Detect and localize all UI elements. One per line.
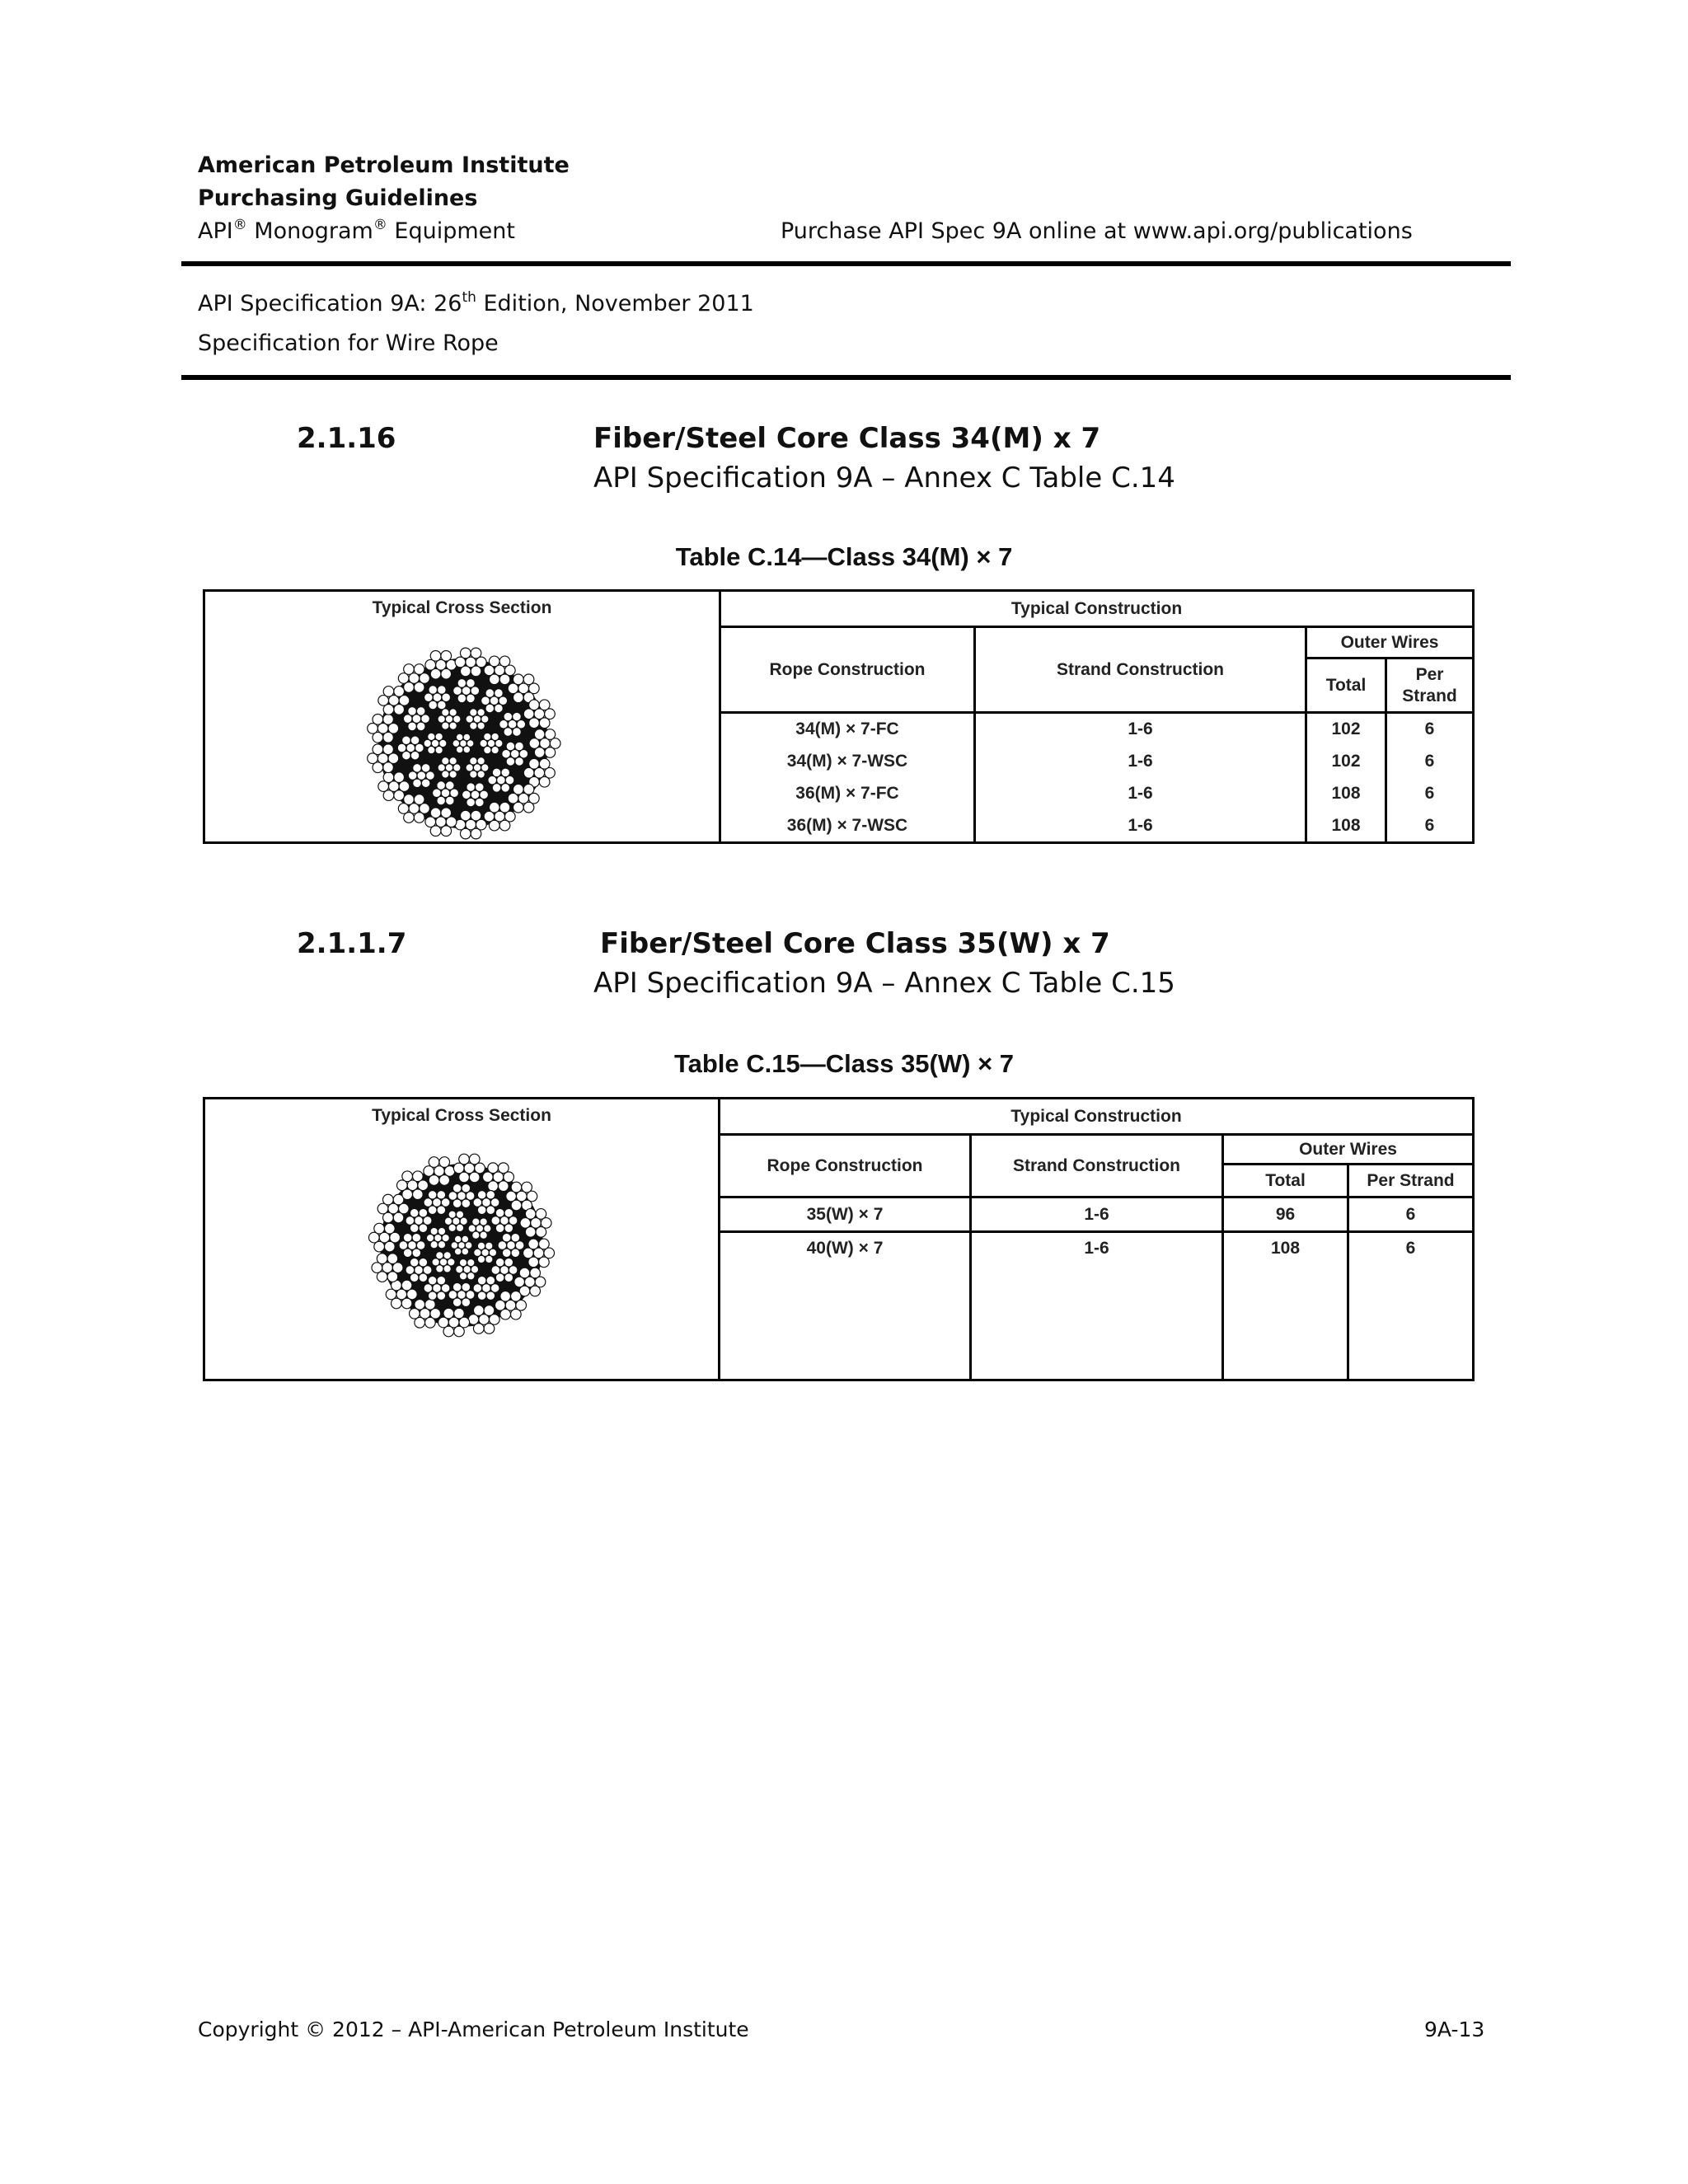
per-strand-header: Per Strand xyxy=(1348,1165,1474,1197)
table-c15 xyxy=(203,1097,1475,1381)
section-subtitle: API Specification 9A – Annex C Table C.14 xyxy=(593,462,1175,494)
table-caption: Table C.14—Class 34(M) × 7 xyxy=(675,542,1013,571)
footer-copyright: Copyright © 2012 – API-American Petroleum Institute xyxy=(198,2018,749,2041)
rope-cross-section-35w-image xyxy=(367,1151,556,1340)
total-header: Total xyxy=(1223,1165,1348,1197)
spec-title: Specification for Wire Rope xyxy=(198,330,499,356)
registered-mark: ® xyxy=(373,217,387,233)
monogram-equipment: Equipment xyxy=(387,218,515,244)
per-strand-label: Per Strand xyxy=(1402,664,1457,705)
header-monogram xyxy=(198,215,515,248)
spec-suffix: Edition, November 2011 xyxy=(476,291,754,316)
cross-section-cell xyxy=(204,591,720,843)
header-rule-top xyxy=(181,261,1511,266)
empty-cell xyxy=(1348,1265,1474,1380)
per-strand-cell: 6 xyxy=(1386,778,1474,810)
cross-section-cell xyxy=(204,1099,720,1380)
strand-construction-cell: 1-6 xyxy=(971,1197,1223,1232)
rope-construction-cell: 40(W) × 7 xyxy=(720,1232,971,1265)
rope-construction-cell: 36(M) × 7-FC xyxy=(720,778,975,810)
cross-section-label: Typical Cross Section xyxy=(372,598,552,617)
header-rule-bottom xyxy=(181,375,1511,380)
total-cell: 108 xyxy=(1306,810,1386,843)
section-subtitle: API Specification 9A – Annex C Table C.15 xyxy=(593,967,1175,1000)
header-org: American Petroleum Institute xyxy=(198,152,570,178)
strand-construction-cell: 1-6 xyxy=(975,713,1306,746)
cross-section-label: Typical Cross Section xyxy=(372,1106,551,1125)
typical-construction-header: Typical Construction xyxy=(720,591,1474,627)
spec-prefix: API Specification 9A: 26 xyxy=(198,291,462,316)
per-strand-cell: 6 xyxy=(1348,1197,1474,1232)
section-number: 2.1.1.7 xyxy=(297,927,407,960)
strand-construction-header: Strand Construction xyxy=(971,1135,1223,1197)
total-cell: 102 xyxy=(1306,746,1386,778)
per-strand-cell: 6 xyxy=(1386,746,1474,778)
typical-construction-header: Typical Construction xyxy=(720,1099,1474,1135)
table-caption: Table C.15—Class 35(W) × 7 xyxy=(673,1049,1015,1078)
total-cell: 108 xyxy=(1306,778,1386,810)
monogram-api: API xyxy=(198,218,233,244)
strand-construction-cell: 1-6 xyxy=(975,810,1306,843)
rope-construction-header: Rope Construction xyxy=(720,627,975,713)
strand-construction-cell: 1-6 xyxy=(975,778,1306,810)
table-c14 xyxy=(203,589,1475,844)
outer-wires-header: Outer Wires xyxy=(1223,1135,1474,1165)
rope-construction-header: Rope Construction xyxy=(720,1135,971,1197)
rope-construction-cell: 36(M) × 7-WSC xyxy=(720,810,975,843)
total-header: Total xyxy=(1306,658,1386,713)
total-cell: 108 xyxy=(1223,1232,1348,1265)
strand-construction-cell: 1-6 xyxy=(975,746,1306,778)
total-cell: 102 xyxy=(1306,713,1386,746)
strand-construction-header: Strand Construction xyxy=(975,627,1306,713)
section-title: Fiber/Steel Core Class 34(M) x 7 xyxy=(593,422,1101,455)
header-guide: Purchasing Guidelines xyxy=(198,185,478,211)
outer-wires-header: Outer Wires xyxy=(1306,627,1474,658)
empty-cell xyxy=(971,1265,1223,1380)
spec-sup: th xyxy=(462,289,476,306)
rope-construction-cell: 35(W) × 7 xyxy=(720,1197,971,1232)
rope-construction-cell: 34(M) × 7-FC xyxy=(720,713,975,746)
section-number: 2.1.16 xyxy=(297,422,396,455)
header-purchase: Purchase API Spec 9A online at www.api.org/publications xyxy=(781,218,1413,244)
rope-cross-section-34m-image xyxy=(364,644,562,842)
per-strand-header xyxy=(1386,658,1474,713)
per-strand-cell: 6 xyxy=(1386,713,1474,746)
section-title: Fiber/Steel Core Class 35(W) x 7 xyxy=(600,927,1110,960)
total-cell: 96 xyxy=(1223,1197,1348,1232)
rope-construction-cell: 34(M) × 7-WSC xyxy=(720,746,975,778)
per-strand-cell: 6 xyxy=(1386,810,1474,843)
empty-cell xyxy=(720,1265,971,1380)
per-strand-cell: 6 xyxy=(1348,1232,1474,1265)
monogram-word: Monogram xyxy=(246,218,373,244)
spec-edition xyxy=(198,288,754,321)
footer-page-number: 9A-13 xyxy=(1424,2018,1485,2041)
empty-cell xyxy=(1223,1265,1348,1380)
strand-construction-cell: 1-6 xyxy=(971,1232,1223,1265)
registered-mark: ® xyxy=(232,217,247,233)
